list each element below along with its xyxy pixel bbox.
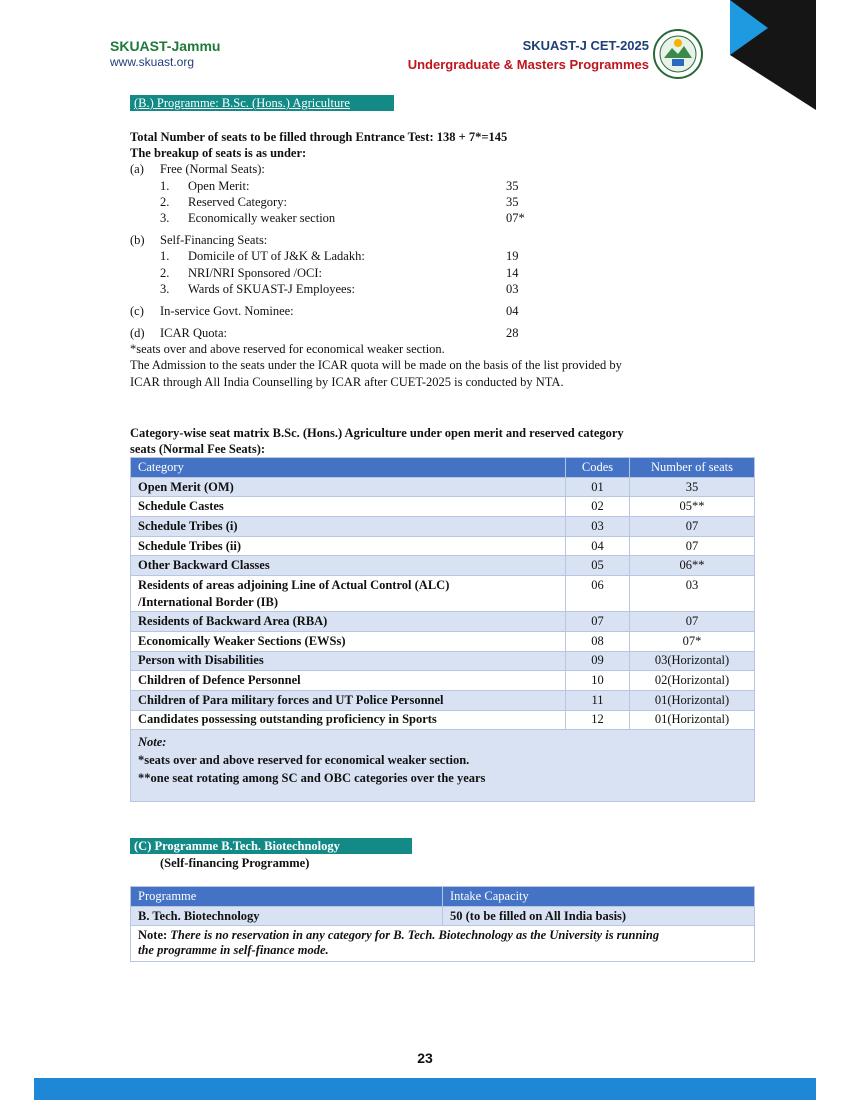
table-header-row (131, 458, 755, 478)
list-item: 3. Wards of SKUAST-J Employees: 03 (160, 281, 519, 296)
table-row: Economically Weaker Sections (EWSs) 08 07* (131, 631, 755, 651)
header-seats: Number of seats (630, 458, 755, 478)
icar-note-line2: ICAR through All India Counselling by ICAR after CUET-2025 is conducted by NTA. (130, 374, 564, 389)
group-c: (c) In-service Govt. Nominee: 04 (130, 303, 519, 318)
header-category: Category (131, 458, 566, 478)
table-row: Children of Defence Personnel 10 02(Horizontal) (131, 671, 755, 691)
table-row: B. Tech. Biotechnology 50 (to be filled on All India basis) (131, 906, 755, 926)
note-line: **one seat rotating among SC and OBC categories over the years (138, 771, 486, 786)
list-item: 1. Open Merit: 35 (160, 178, 519, 193)
table-header-row (131, 887, 755, 907)
section-c-subtitle: (Self-financing Programme) (160, 856, 310, 870)
header-left (110, 38, 220, 69)
org-name: SKUAST-Jammu (110, 38, 221, 54)
note-text: There is no reservation in any category for B. Tech. Biotechnology as the University is running (170, 928, 660, 943)
header-right (408, 38, 649, 72)
note-line: *seats over and above reserved for economical weaker section. (138, 753, 470, 768)
header-programme: Programme (131, 887, 443, 907)
table-row: Open Merit (OM) 01 35 (131, 477, 755, 497)
note-label: Note: (138, 928, 168, 943)
list-item: 2. Reserved Category: 35 (160, 194, 519, 209)
table-row: Schedule Tribes (i) 03 07 (131, 517, 755, 537)
table-row: Children of Para military forces and UT Police Personnel 11 01(Horizontal) (131, 690, 755, 710)
header-codes: Codes (566, 458, 630, 478)
group-b-title: (b) Self-Financing Seats: (130, 233, 268, 248)
breakup-intro: The breakup of seats is as under: (130, 146, 307, 161)
programmes-title: Undergraduate & Masters Programmes (407, 57, 649, 72)
section-b-tag: (B.) Programme: B.Sc. (Hons.) Agriculture (130, 95, 394, 111)
table-note-row (131, 926, 755, 962)
table-note-row (131, 730, 755, 802)
seat-breakup (130, 129, 622, 390)
seat-matrix-table (130, 457, 755, 802)
note-text: the programme in self-finance mode. (138, 943, 329, 958)
cet-title: SKUAST-J CET-2025 (522, 38, 649, 53)
matrix-title-line2: seats (Normal Fee Seats): (130, 442, 266, 456)
list-item: 3. Economically weaker section 07* (160, 210, 525, 225)
list-item: 2. NRI/NRI Sponsored /OCI: 14 (160, 265, 519, 280)
seat-footnote: *seats over and above reserved for economical weaker section. (130, 342, 445, 357)
icar-note-line1: The Admission to the seats under the ICAR quota will be made on the basis of the list provided by (130, 358, 622, 373)
corner-decoration (730, 0, 816, 110)
group-a-title: (a) Free (Normal Seats): (130, 162, 265, 177)
table-row: Other Backward Classes 05 06** (131, 556, 755, 576)
header-intake: Intake Capacity (443, 887, 755, 907)
note-title: Note: (138, 735, 167, 750)
table-row: Schedule Tribes (ii) 04 07 (131, 536, 755, 556)
total-seats: Total Number of seats to be filled through Entrance Test: 138 + 7*=145 (130, 130, 508, 144)
section-c-tag: (C) Programme B.Tech. Biotechnology (130, 838, 412, 854)
list-item: 1. Domicile of UT of J&K & Ladakh: 19 (160, 249, 519, 264)
table-row: Candidates possessing outstanding proficiency in Sports 12 01(Horizontal) (131, 710, 755, 730)
group-d: (d) ICAR Quota: 28 (130, 326, 519, 341)
university-logo-icon (652, 28, 704, 80)
table-row: Person with Disabilities 09 03(Horizontal) (131, 651, 755, 671)
table-row: Schedule Castes 02 05** (131, 497, 755, 517)
biotech-table (130, 886, 755, 962)
footer-bar (34, 1078, 816, 1100)
page-number: 23 (417, 1050, 433, 1066)
table-row: Residents of areas adjoining Line of Actual Control (ALC) /International Border (IB) 06 03 (131, 576, 755, 612)
table-row: Residents of Backward Area (RBA) 07 07 (131, 612, 755, 632)
matrix-title-line1: Category-wise seat matrix B.Sc. (Hons.) Agriculture under open merit and reserved category (130, 426, 624, 440)
website-link[interactable]: www.skuast.org (110, 55, 195, 69)
